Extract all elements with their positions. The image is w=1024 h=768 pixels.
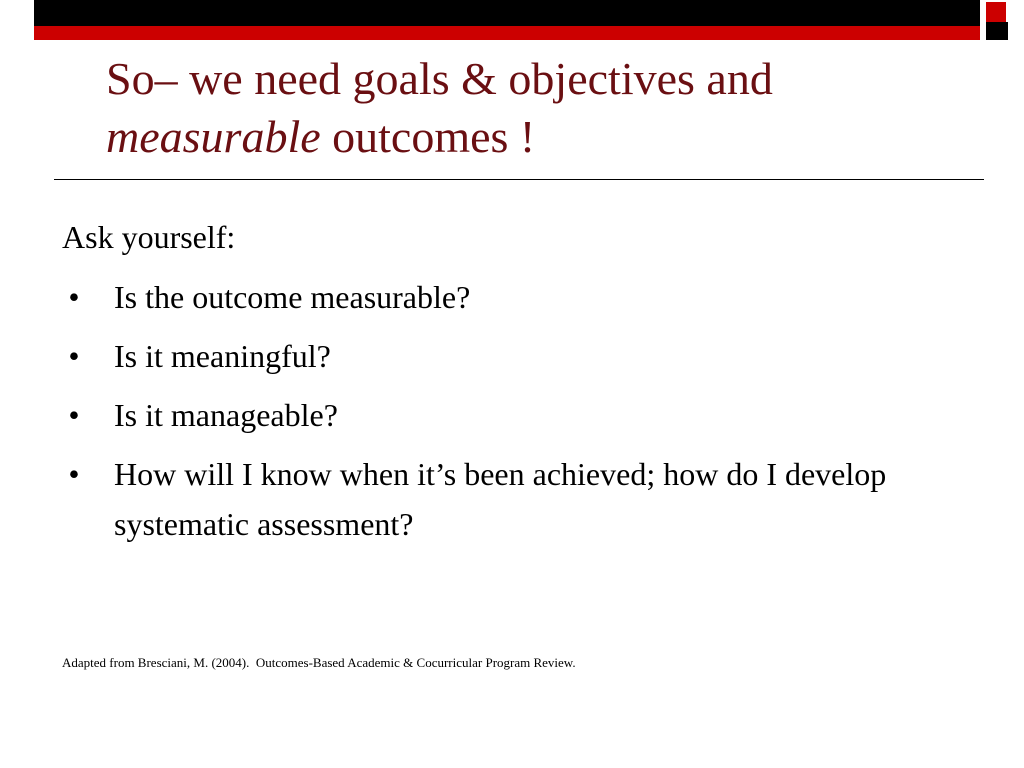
bullet-text: Is it manageable? — [114, 397, 338, 433]
bullet-item — [62, 449, 972, 549]
bullet-item — [62, 390, 972, 440]
title-line-1: So– we need goals & objectives and — [106, 53, 773, 104]
bullet-icon: • — [68, 456, 80, 492]
bullet-item — [62, 272, 972, 322]
intro-text: Ask yourself: — [62, 219, 236, 255]
title-divider — [54, 179, 984, 180]
title-line-2 — [106, 108, 986, 166]
title-emphasis: measurable — [106, 111, 321, 162]
corner-black-square — [986, 22, 1008, 40]
citation: Adapted from Bresciani, M. (2004). Outcomes-Based Academic & Cocurricular Program Review. — [62, 655, 576, 670]
top-black-bar — [34, 0, 980, 26]
bullet-icon: • — [68, 338, 80, 374]
title-line-2-rest: outcomes ! — [320, 111, 536, 162]
bullet-item — [62, 331, 972, 381]
top-red-bar — [34, 26, 980, 40]
bullet-icon: • — [68, 397, 80, 433]
slide-body — [62, 214, 972, 558]
bullet-text: Is it meaningful? — [114, 338, 331, 374]
bullet-text: How will I know when it’s been achieved; how do I develop systematic assessment? — [114, 456, 887, 542]
bullet-list — [62, 272, 972, 549]
corner-red-square — [986, 2, 1006, 22]
bullet-icon: • — [68, 279, 80, 315]
slide-title — [106, 50, 986, 166]
bullet-text: Is the outcome measurable? — [114, 279, 471, 315]
